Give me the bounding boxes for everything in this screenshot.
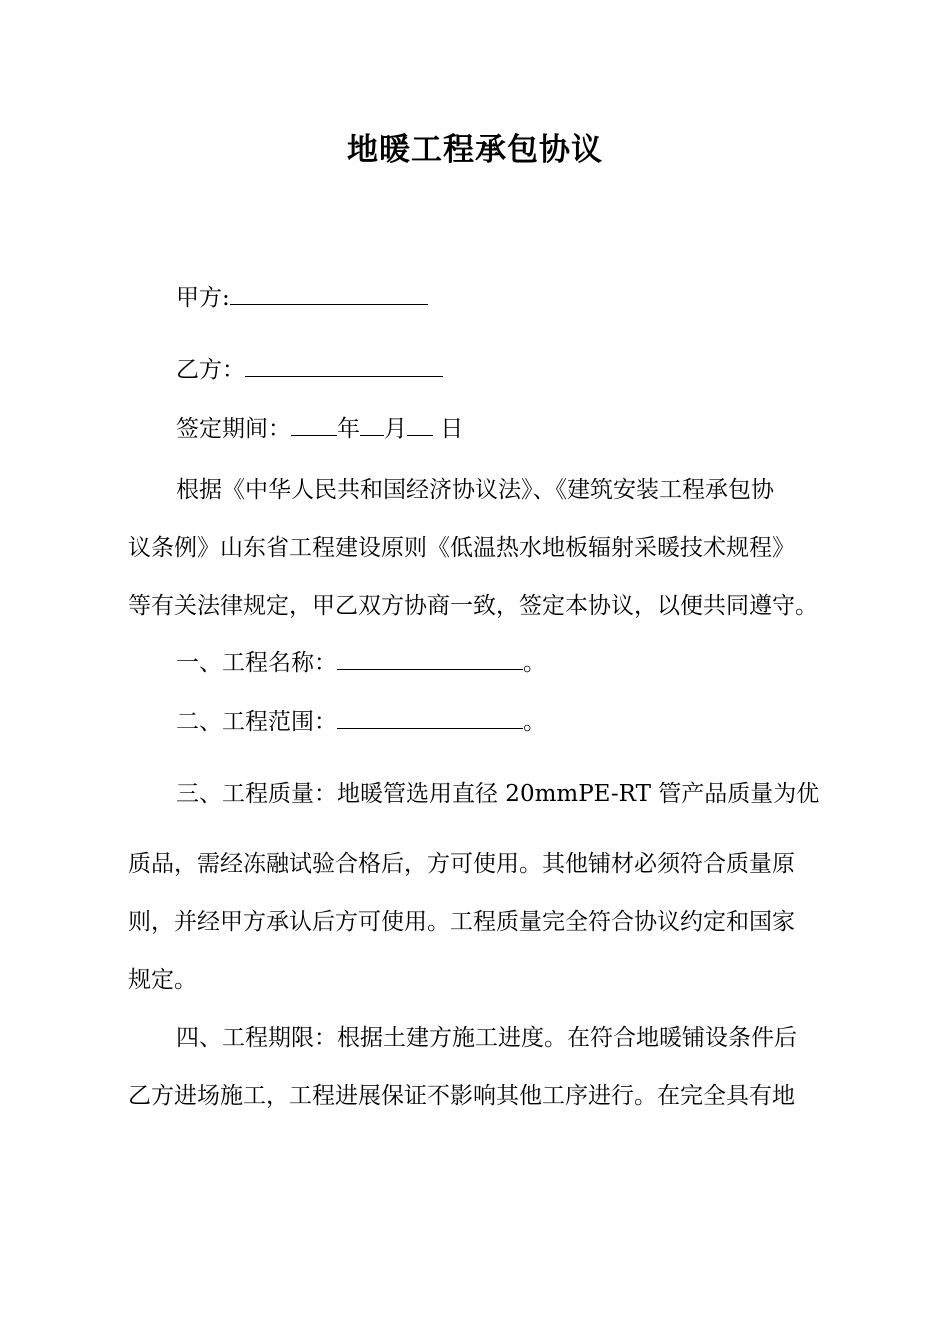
item-4-line-2: 乙方进场施工，工程进展保证不影响其他工序进行。在完全具有地 — [128, 1083, 795, 1109]
party-b-line — [176, 354, 443, 386]
item-2-label: 二、工程范围： — [176, 709, 337, 735]
day-blank — [407, 413, 433, 436]
item-2-suffix: 。 — [523, 709, 546, 735]
item-3-line-1: 三、工程质量：地暖管选用直径 20mmPE-RT 管产品质量为优 — [176, 781, 820, 807]
sign-date-label: 签定期间： — [176, 416, 291, 442]
item-2-blank — [337, 706, 523, 729]
day-label: 日 — [433, 416, 464, 442]
party-a-blank — [230, 282, 428, 305]
month-blank — [360, 413, 384, 436]
party-b-blank — [245, 354, 443, 377]
sign-date-line — [176, 413, 463, 445]
document-title: 地暖工程承包协议 — [347, 132, 603, 168]
item-3-line-4: 规定。 — [128, 967, 197, 993]
item-4-line-1: 四、工程期限：根据土建方施工进度。在符合地暖铺设条件后 — [176, 1025, 797, 1051]
party-b-label: 乙方： — [176, 357, 245, 383]
intro-line-1: 根据《中华人民共和国经济协议法》、《建筑安装工程承包协 — [176, 477, 774, 503]
party-a-label: 甲方: — [176, 285, 230, 311]
item-2-line — [176, 706, 546, 738]
item-3-line-2: 质品，需经冻融试验合格后，方可使用。其他铺材必须符合质量原 — [128, 851, 795, 877]
party-a-line — [176, 282, 428, 314]
item-1-suffix: 。 — [523, 650, 546, 676]
item-3-line-3: 则，并经甲方承认后方可使用。工程质量完全符合协议约定和国家 — [128, 909, 795, 935]
item-1-line — [176, 647, 546, 679]
item-1-blank — [337, 647, 523, 670]
intro-line-2: 议条例》山东省工程建设原则《低温热水地板辐射采暖技术规程》 — [128, 535, 795, 561]
year-label: 年 — [337, 416, 360, 442]
year-blank — [291, 413, 337, 436]
intro-line-3: 等有关法律规定，甲乙双方协商一致，签定本协议，以便共同遵守。 — [128, 593, 818, 619]
item-1-label: 一、工程名称： — [176, 650, 337, 676]
month-label: 月 — [384, 416, 407, 442]
